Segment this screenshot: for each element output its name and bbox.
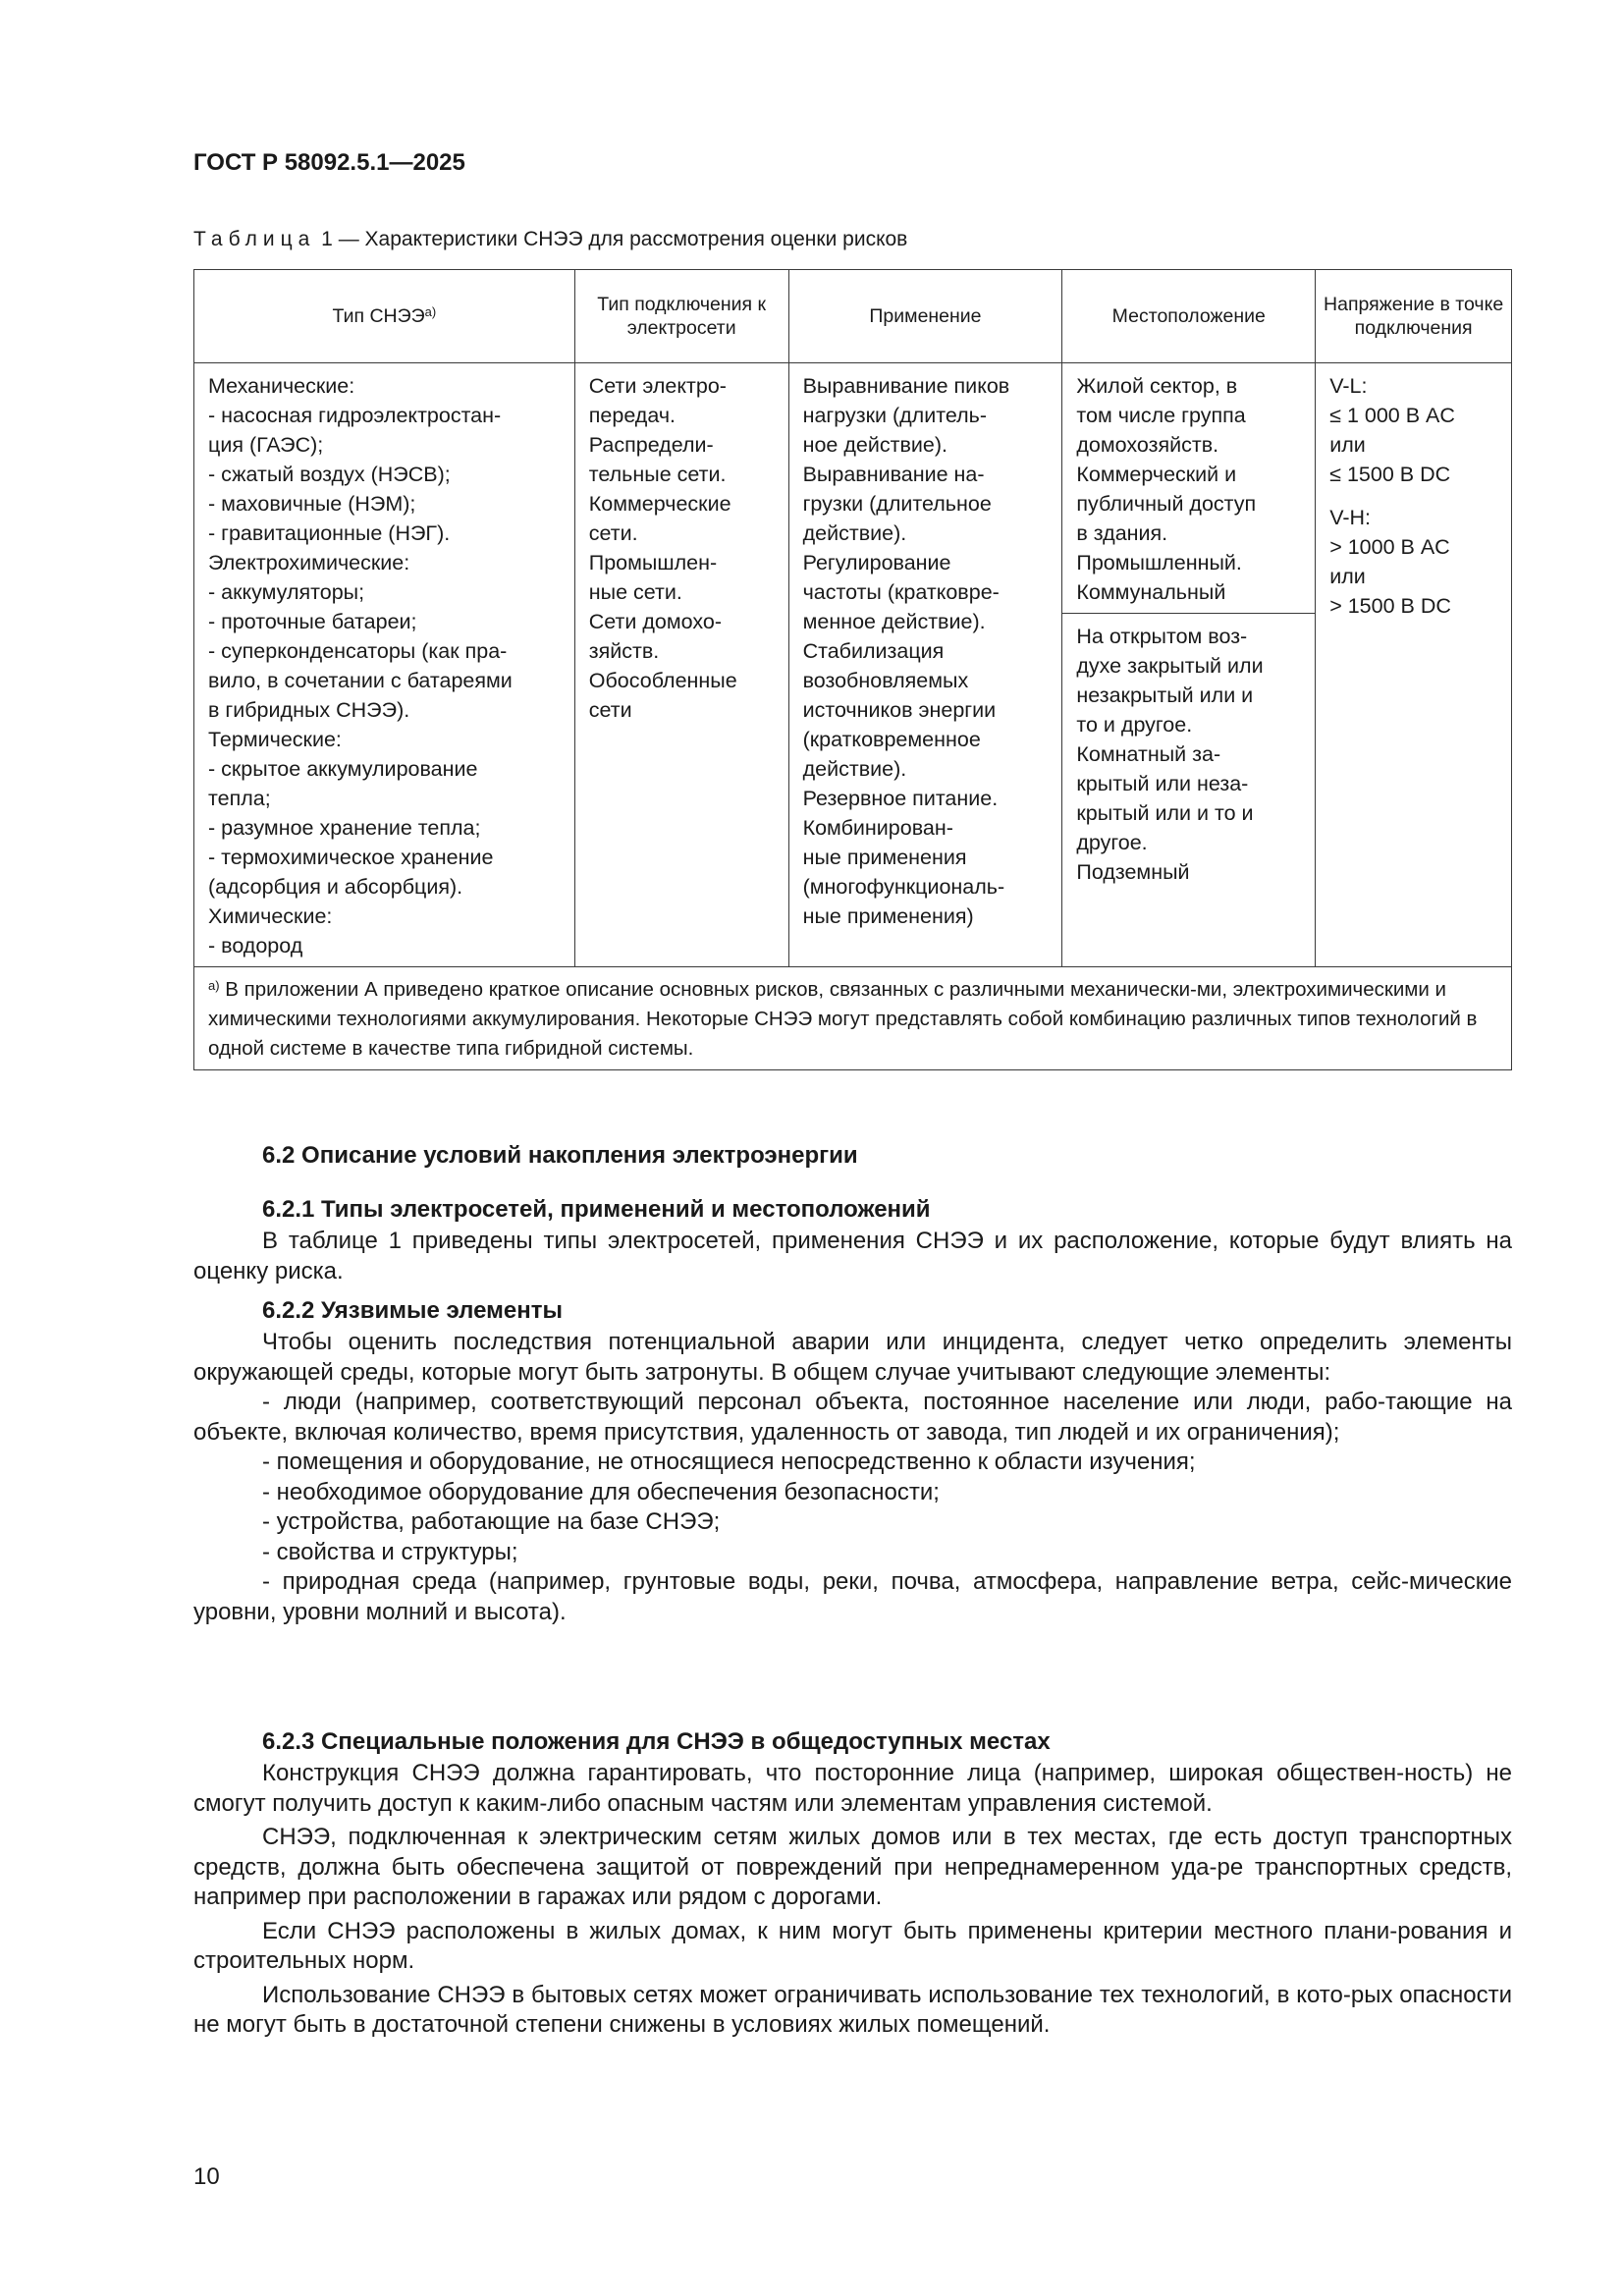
cell-line: тепла; (208, 787, 271, 810)
cell-line: Сети домохо- (588, 610, 722, 633)
table-caption-text: 1 — Характеристики СНЭЭ для рассмотрения оценки рисков (315, 228, 908, 250)
cell-line: - аккумуляторы; (208, 580, 365, 604)
cell-applications (788, 363, 1062, 967)
cell-line: Промышленный. (1076, 551, 1242, 574)
section-6-2-2-title: 6.2.2 Уязвимые элементы (262, 1297, 563, 1324)
cell-line: Термические: (208, 728, 342, 751)
voltage-high (1329, 503, 1501, 621)
cell-locations (1062, 363, 1316, 967)
paragraph: Чтобы оценить последствия потенциальной аварии или инцидента, следует четко определить элементы окружающей среды, которые могут быть затронуты. В общем случае учитывают следующие элементы: (193, 1329, 1512, 1386)
table-row (194, 363, 1512, 967)
cell-line: нагрузки (длитель- (802, 404, 987, 427)
cell-line: > 1000 В AC (1329, 535, 1450, 559)
header-location: Местоположение (1062, 270, 1316, 363)
cell-location-placement (1062, 613, 1315, 893)
cell-line: V-L: (1329, 374, 1368, 398)
risk-characteristics-table (193, 269, 1512, 1070)
cell-line: передач. (588, 404, 676, 427)
paragraph: Если СНЭЭ расположены в жилых домах, к ним могут быть применены критерии местного плани-рования и строительных норм. (193, 1917, 1512, 1974)
cell-line: или (1329, 565, 1366, 588)
cell-line: Выравнивание на- (802, 463, 985, 486)
table-footnote: $^{а)}$ В приложении А приведено краткое описание основных рисков, связанных с различными механически-ми, электрохимическими и химическими технологиями аккумулирования. Некоторые СНЭЭ могут представлять собой комбинацию различных типов технологий в одной системе в качестве типа гибридной системы. (194, 967, 1512, 1070)
table-caption-label: Таблица (193, 228, 316, 250)
header-ess-type: Тип $СНЭЭ^{а)}$ (194, 270, 575, 363)
cell-line: - гравитационные (НЭГ). (208, 521, 451, 545)
cell-line: Обособленные (588, 669, 737, 692)
cell-ess-types (194, 363, 575, 967)
paragraph: Конструкция СНЭЭ должна гарантировать, что посторонние лица (например, широкая обществен-ность) не смогут получить доступ к каким-либо опасным частям или элементам управления системой. (193, 1760, 1512, 1817)
cell-line: ≤ 1 000 В AC (1329, 404, 1455, 427)
cell-line: тельные сети. (588, 463, 727, 486)
cell-line: ные сети. (588, 580, 682, 604)
cell-line: ные применения (802, 846, 967, 869)
cell-line: Распредели- (588, 433, 714, 457)
paragraph: СНЭЭ, подключенная к электрическим сетям жилых домов или в тех местах, где есть доступ транспортных средств, должна быть обеспечена защитой от повреждений при непреднамеренном уда-ре транспортных средств, например при расположении в гаражах или рядом с дорогами. (193, 1824, 1512, 1910)
cell-line: домохозяйств. (1076, 433, 1219, 457)
cell-line: действие). (802, 521, 907, 545)
cell-line: вило, в сочетании с батареями (208, 669, 513, 692)
cell-line: - проточные батареи; (208, 610, 417, 633)
cell-line: крытый или неза- (1076, 772, 1249, 795)
cell-line: Стабилизация (802, 639, 945, 663)
cell-line: (кратковременное (802, 728, 981, 751)
list-item: - необходимое оборудование для обеспечения безопасности; (262, 1478, 940, 1505)
table-header-row (194, 270, 1512, 363)
cell-line: том числе группа (1076, 404, 1246, 427)
cell-line: (многофункциональ- (802, 875, 1005, 899)
cell-line: незакрытый или и (1076, 683, 1254, 707)
cell-line: духе закрытый или (1076, 654, 1264, 678)
cell-line: грузки (длительное (802, 492, 992, 516)
cell-line: Коммерческие (588, 492, 731, 516)
header-grid-connection: Тип подключения к электросети (574, 270, 788, 363)
section-6-2-title: 6.2 Описание условий накопления электроэнергии (262, 1142, 858, 1169)
cell-line: сети (588, 698, 632, 722)
cell-line: или (1329, 433, 1366, 457)
list-item: - люди (например, соответствующий персонал объекта, постоянное население или люди, рабо-тающие на объекте, включая количество, время присутствия, удаленность от завода, тип людей и их ограничения); (193, 1389, 1512, 1446)
cell-line: (адсорбция и абсорбция). (208, 875, 463, 899)
header-voltage: Напряжение в точке подключения (1316, 270, 1512, 363)
cell-line: - термохимическое хранение (208, 846, 494, 869)
cell-line: - водород (208, 934, 303, 957)
section-6-2-3-title: 6.2.3 Специальные положения для СНЭЭ в общедоступных местах (262, 1728, 1051, 1755)
table-caption (193, 228, 907, 251)
cell-voltages (1316, 363, 1512, 967)
section-6-2-1-body (193, 1227, 1512, 1286)
list-item: - устройства, работающие на базе СНЭЭ; (262, 1508, 721, 1535)
list-item: - природная среда (например, грунтовые воды, реки, почва, атмосфера, направление ветра, сейс-мические уровни, уровни молний и высота). (193, 1568, 1512, 1625)
list-item: - свойства и структуры; (262, 1538, 518, 1565)
cell-line: - сжатый воздух (НЭСВ); (208, 463, 451, 486)
cell-line: в здания. (1076, 521, 1168, 545)
cell-line: - скрытое аккумулирование (208, 757, 478, 781)
cell-line: V-H: (1329, 506, 1372, 529)
cell-line: сети. (588, 521, 638, 545)
cell-line: зяйств. (588, 639, 660, 663)
cell-line: > 1500 В DC (1329, 594, 1451, 618)
cell-line: Резервное питание. (802, 787, 999, 810)
cell-line: ция (ГАЭС); (208, 433, 324, 457)
cell-location-sector (1062, 363, 1315, 613)
cell-line: менное действие). (802, 610, 986, 633)
cell-line: Промышлен- (588, 551, 718, 574)
cell-line: - насосная гидроэлектростан- (208, 404, 502, 427)
cell-line: частоты (кратковре- (802, 580, 1000, 604)
cell-line: Жилой сектор, в (1076, 374, 1238, 398)
cell-line: Комнатный за- (1076, 742, 1221, 766)
cell-line: Химические: (208, 904, 333, 928)
cell-line: ≤ 1500 В DC (1329, 463, 1451, 486)
paragraph: Использование СНЭЭ в бытовых сетях может ограничивать использование тех технологий, в кото-рых опасности не могут быть в достаточной степени снижены в условиях жилых помещений. (193, 1981, 1512, 2038)
cell-line: в гибридных СНЭЭ). (208, 698, 410, 722)
cell-line: Подземный (1076, 860, 1190, 884)
cell-line: Механические: (208, 374, 355, 398)
cell-line: - разумное хранение тепла; (208, 816, 481, 840)
cell-line: Регулирование (802, 551, 951, 574)
cell-line: возобновляемых (802, 669, 969, 692)
cell-line: ные применения) (802, 904, 974, 928)
cell-line: действие). (802, 757, 907, 781)
header-application: Применение (788, 270, 1062, 363)
cell-line: крытый или и то и (1076, 801, 1254, 825)
cell-line: Коммерческий и (1076, 463, 1237, 486)
cell-line: источников энергии (802, 698, 997, 722)
cell-line: Сети электро- (588, 374, 727, 398)
cell-line: другое. (1076, 831, 1148, 854)
cell-line: публичный доступ (1076, 492, 1257, 516)
paragraph: В таблице 1 приведены типы электросетей, применения СНЭЭ и их расположение, которые будут влиять на оценку риска. (193, 1228, 1512, 1285)
cell-line: Коммунальный (1076, 580, 1226, 604)
cell-line: Выравнивание пиков (802, 374, 1010, 398)
cell-line: то и другое. (1076, 713, 1193, 737)
cell-line: На открытом воз- (1076, 625, 1248, 648)
page-number: 10 (193, 2163, 220, 2190)
cell-line: ное действие). (802, 433, 947, 457)
section-6-2-2-body (193, 1328, 1512, 1627)
section-6-2-1-title: 6.2.1 Типы электросетей, применений и местоположений (262, 1196, 931, 1223)
section-6-2-3-body (193, 1759, 1512, 2041)
cell-line: - суперконденсаторы (как пра- (208, 639, 508, 663)
document-code: ГОСТ Р 58092.5.1—2025 (193, 149, 465, 176)
cell-line: - маховичные (НЭМ); (208, 492, 416, 516)
list-item: - помещения и оборудование, не относящиеся непосредственно к области изучения; (262, 1449, 1196, 1475)
table-footnote-row (194, 967, 1512, 1070)
cell-line: Комбинирован- (802, 816, 953, 840)
voltage-low (1329, 371, 1501, 489)
cell-grid-connections (574, 363, 788, 967)
cell-line: Электрохимические: (208, 551, 410, 574)
